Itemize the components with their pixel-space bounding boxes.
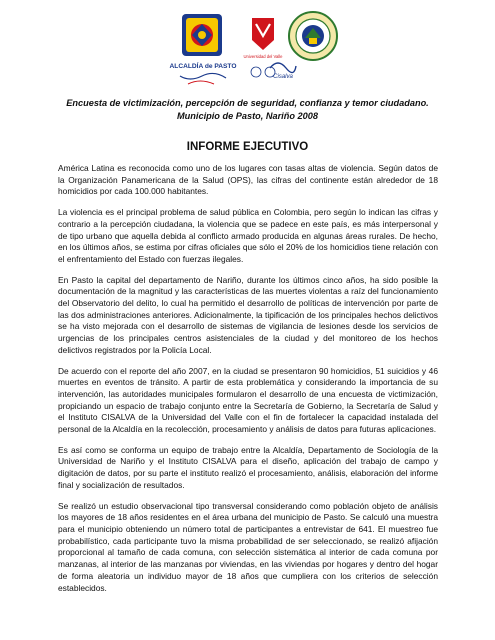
paragraph-1: América Latina es reconocida como uno de los lugares con tasas altas de violencia. Según datos de la Organización Panamericana de la Salud (OPS), las cifras del continente están alrededor de 18 homicidios por cada 100.000 habitantes. xyxy=(58,163,438,197)
paragraph-3: En Pasto la capital del departamento de Nariño, durante los últimos cinco años, ha sido posible la documentación de la magnitud y las características de las muertes violentas a raíz del funcionamiento del Observatorio del delito, lo cual ha permitido el desarrollo de políticas de intervención por parte de las dos administraciones anteriores. Adicionalmente, la tipificación de los principales hechos delictivos se ha visto mejorada con el desarrollo de sistemas de vigilancia de lesiones desde los servicios de urgencias de los principales centros asistenciales de la ciudad y del monitoreo de los hechos delictivos registrados por la Policía Local. xyxy=(58,274,438,355)
univalle-logo-text: Universidad del Valle xyxy=(243,54,283,59)
alcaldia-de-pasto-logo xyxy=(170,12,236,90)
institutional-seal-logo xyxy=(288,10,338,62)
document-subtitle: Encuesta de victimización, percepción de seguridad, confianza y temor ciudadano. Municipio de Pasto, Nariño 2008 xyxy=(66,98,429,121)
paragraph-4: De acuerdo con el reporte del año 2007, en la ciudad se presentaron 90 homicidios, 51 suicidios y 46 muertes en eventos de tránsito. A partir de esta problemática y considerando la importancia de su intervención, las autoridades municipales formularon el desarrollo de una encuesta de victimización, propiciando un espacio de trabajo conjunto entre la Secretaría de Gobierno, la Secretaría de Salud y el Instituto CISALVA de la Universidad del Valle con el fin de fortalecer la capacidad instalada del personal de la Alcaldía en la recolección, procesamiento y análisis de datos para futuras aplicaciones. xyxy=(58,365,438,435)
paragraph-6: Se realizó un estudio observacional tipo transversal considerando como población objeto de análisis los mayores de 18 años residentes en el área urbana del municipio de Pasto. Se calculó una muestra para el municipio obteniendo un número total de participantes a entrevistar de 641. El muestreo fue probabilístico, cada participante tuvo la misma probabilidad de ser seleccionado, se realizó afijación proporcional al tamaño de cada comuna, con selección sistemática al interior de cada comuna por manzanas, al interior de las manzanas por viviendas, en las viviendas por hogares y dentro del hogar de forma aleatoria un individuo mayor de 18 años que cumpliera con los criterios de selección establecidos. xyxy=(58,500,438,593)
document-body xyxy=(58,163,438,603)
document-heading: INFORME EJECUTIVO xyxy=(186,141,309,153)
alcaldia-logo-text: ALCALDÍA de PASTO xyxy=(169,63,237,70)
paragraph-5: Es así como se conforma un equipo de trabajo entre la Alcaldía, Departamento de Sociología de la Universidad de Nariño y el Instituto CISALVA para el diseño, aplicación del trabajo de campo y digitación de datos, por su parte el instituto realizó el procesamiento, análisis, elaboración del informe final y socialización de resultados. xyxy=(58,444,438,490)
cisalva-logo-text: Cisalva xyxy=(273,74,293,80)
header-logos xyxy=(0,10,495,90)
paragraph-2: La violencia es el principal problema de salud pública en Colombia, pero según lo indican las cifras y contrario a la percepción ciudadana, la violencia que se padece en este país, es más interpersonal y de tipo urbano que aquella debida al conflicto armado producida en algunas áreas rurales. De hecho, en los últimos años, se estima por cifras oficiales que sólo el 20% de los homicidios tiene relación con el enfrentamiento del Estado con fuerzas ilegales. xyxy=(58,207,438,264)
